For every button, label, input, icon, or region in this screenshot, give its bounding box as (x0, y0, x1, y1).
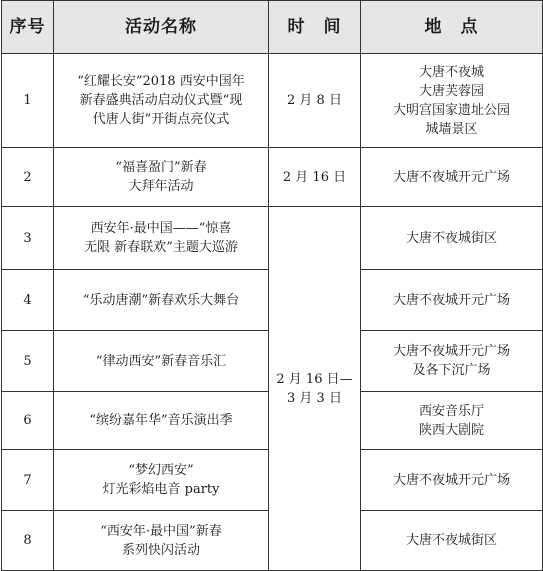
row-number: 4 (2, 270, 54, 331)
event-name (54, 331, 269, 392)
event-place (361, 331, 543, 392)
event-place (361, 148, 543, 207)
event-time: 2 月 8 日 (269, 54, 361, 148)
event-time-line: 2 月 16 日— (276, 371, 353, 387)
event-place (361, 511, 543, 571)
event-name (54, 511, 269, 571)
event-name-line: “福喜盈门”新春 (115, 160, 207, 175)
row-number: 2 (2, 148, 54, 207)
event-place-line: 城墙景区 (425, 121, 478, 137)
event-place (361, 392, 543, 450)
table-row (2, 207, 543, 270)
event-place-line: 大唐不夜城开元广场 (392, 169, 510, 185)
event-name-line: “梦幻西安” (128, 463, 194, 478)
event-name-line: “缤纷嘉年华”音乐演出季 (89, 413, 233, 428)
event-place-line: 大唐不夜城开元广场 (392, 472, 510, 488)
event-time: 2 月 16 日 (269, 148, 361, 207)
header-no: 序号 (2, 1, 54, 54)
event-place-line: 大唐不夜城街区 (405, 230, 497, 246)
event-schedule-table (1, 0, 543, 571)
event-place-line: 大明宫国家遗址公园 (392, 102, 510, 118)
row-number: 8 (2, 511, 54, 571)
header-name: 活动名称 (54, 1, 269, 54)
event-name-line: 无限 新春联欢”主题大巡游 (84, 240, 238, 255)
event-name-line: “乐动唐潮”新春欢乐大舞台 (82, 292, 240, 308)
event-place-line: 大唐不夜城 (418, 64, 484, 80)
event-time-line: 3 月 3 日 (287, 390, 342, 406)
event-name (54, 54, 269, 148)
row-number: 1 (2, 54, 54, 148)
event-name-line: 代唐人街”开街点亮仪式 (92, 112, 230, 127)
event-place-line: 大唐不夜城街区 (405, 533, 497, 548)
event-name-line: 系列快闪活动 (121, 542, 200, 558)
event-name-line: “律动西安”新春音乐汇 (95, 353, 227, 369)
event-place-line: 西安音乐厅 (418, 403, 484, 419)
merged-event-time (269, 207, 361, 571)
event-name (54, 148, 269, 207)
event-place (361, 207, 543, 270)
event-place-line: 大唐不夜城开元广场 (392, 292, 510, 308)
event-place (361, 270, 543, 331)
event-name (54, 450, 269, 511)
event-name-line: 灯光彩焰电音 party (102, 482, 220, 497)
row-number: 7 (2, 450, 54, 511)
event-place (361, 54, 543, 148)
event-place (361, 450, 543, 511)
event-place-line: 及各下沉广场 (412, 363, 491, 378)
event-name (54, 270, 269, 331)
header-place: 地 点 (361, 1, 543, 54)
table-row (2, 54, 543, 148)
event-place-line: 大唐芙蓉园 (418, 83, 484, 99)
event-place-line: 陕西大剧院 (418, 422, 484, 438)
event-place-line: 大唐不夜城开元广场 (392, 344, 510, 359)
event-name-line: 大拜年活动 (128, 179, 194, 194)
header-row (2, 1, 543, 54)
event-name (54, 392, 269, 450)
row-number: 5 (2, 331, 54, 392)
event-name-line: “西安年·最中国”新春 (100, 523, 222, 539)
row-number: 3 (2, 207, 54, 270)
header-time: 时 间 (269, 1, 361, 54)
event-name (54, 207, 269, 270)
row-number: 6 (2, 392, 54, 450)
table-row (2, 148, 543, 207)
event-name-line: 西安年·最中国——“惊喜 (90, 221, 232, 236)
event-name-line: 新春盛典活动启动仪式暨“现 (79, 93, 243, 108)
event-name-line: “红耀长安”2018 西安中国年 (77, 74, 245, 89)
